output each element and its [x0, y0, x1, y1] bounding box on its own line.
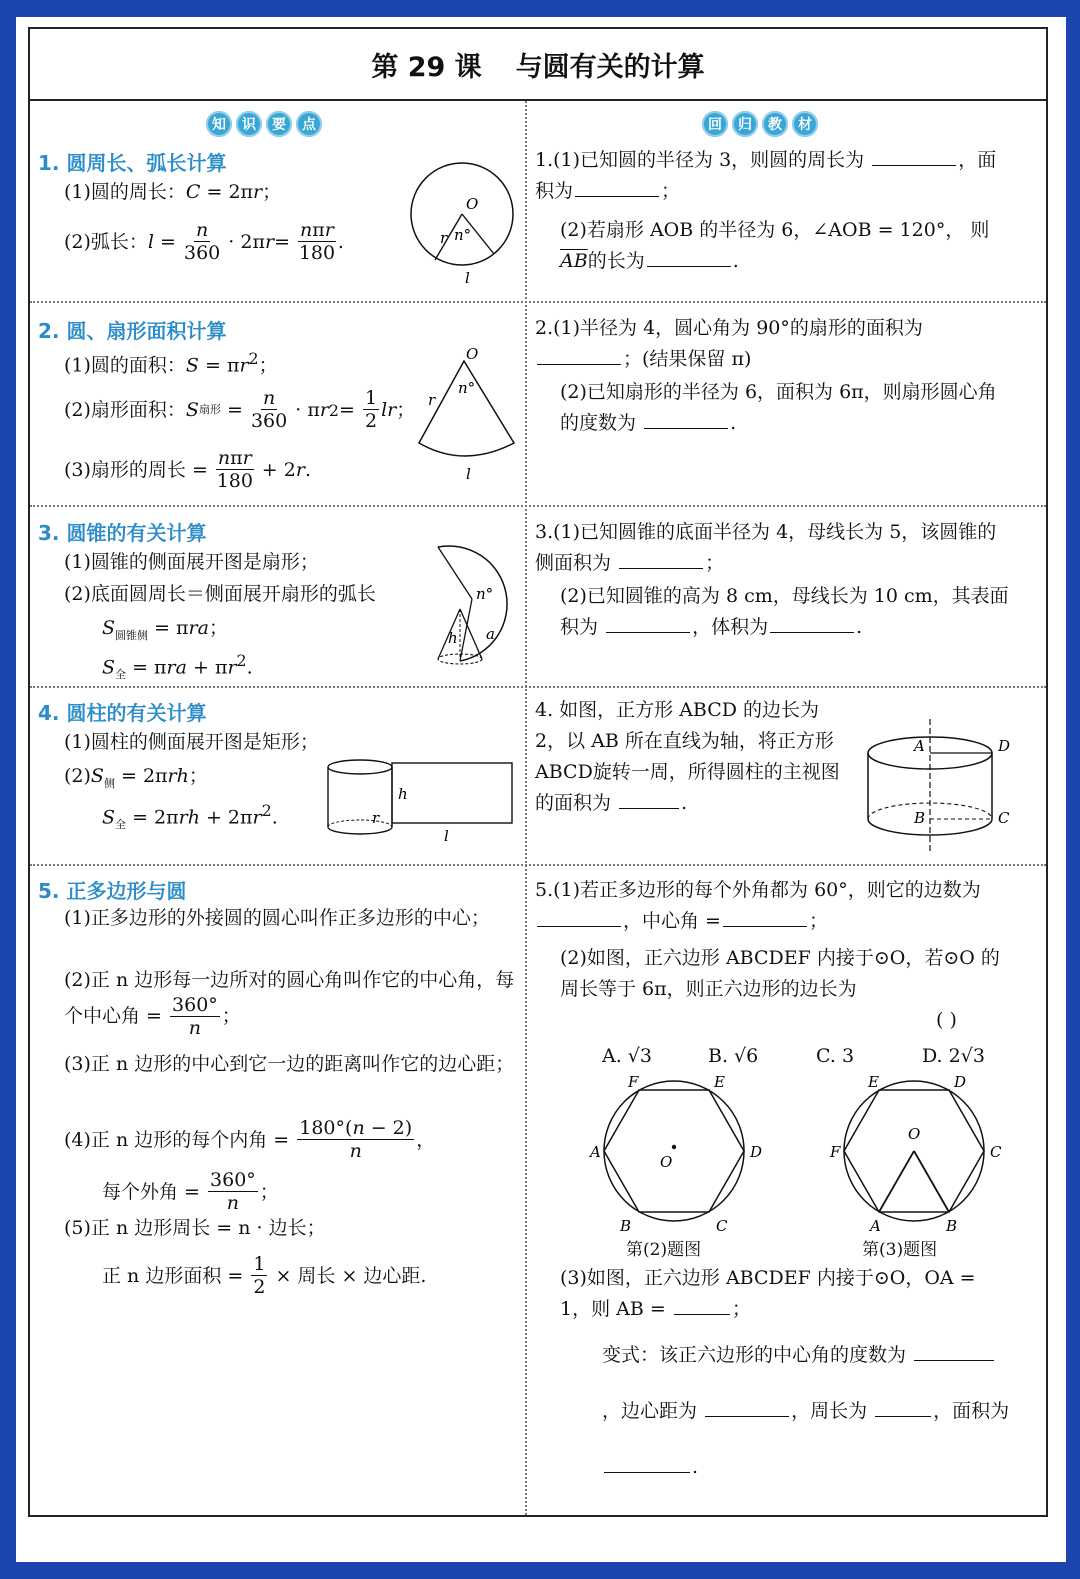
q5-part3-text: (3)如图，正六边形 ABCDEF 内接于⊙O，OA = 1，则 AB =: [560, 1267, 976, 1320]
svg-text:B: B: [620, 1217, 632, 1235]
sector-perimeter-label: (3)扇形的周长 =: [64, 458, 208, 481]
exterior-angle-formula: 每个外角 = $\frac{360^\circ}{n}$ ；: [102, 1169, 279, 1214]
lesson-topic: 与圆有关的计算: [515, 51, 705, 83]
svg-text:O: O: [466, 345, 479, 363]
circumference-label: (1)圆的周长：: [64, 181, 186, 203]
figure-caption-q2: 第(2)题图: [626, 1240, 702, 1260]
q3-part1-text: 3.(1)已知圆锥的底面半径为 4，母线长为 5，该圆锥的侧面积为: [535, 521, 997, 574]
section4-heading: 4. 圆柱的有关计算: [38, 701, 207, 725]
q5-perimeter-blank[interactable]: [875, 1415, 931, 1417]
row-divider-3: [30, 686, 1046, 688]
q5-apothem-label: ，边心距为: [602, 1400, 698, 1422]
worksheet-page: [16, 17, 1066, 1562]
figure-caption-q3: 第(3)题图: [862, 1240, 938, 1260]
q5-central-angle-label: ，中心角 =: [623, 910, 721, 932]
central-angle-text: (2)正 n 边形每一边所对的圆心角叫作它的中心角，每个中心角 = $\frac{360^\circ}{n}$ ；: [64, 969, 515, 1039]
q3-part2-text: (2)已知圆锥的高为 8 cm，母线长为 10 cm，其表面积为: [560, 585, 1009, 638]
q2-part2: (2)已知扇形的半径为 6，面积为 6π，则扇形圆心角的度数为 .: [560, 381, 997, 434]
circle-area-formula: (1)圆的面积：$S = \pi r^2$；: [64, 349, 278, 377]
polygon-center-text: (1)正多边形的外接圆的圆心叫作正多边形的中心；: [64, 907, 490, 929]
sector-perimeter-formula: (3)扇形的周长 = $\frac{\text{nπr}}{180}$ + 2 r .: [64, 447, 311, 492]
badge-char: 知: [206, 111, 232, 137]
q4-question: 4. 如图，正方形 ABCD 的边长为 2，以 AB 所在直线为轴，将正方形ABCD旋转一周，所得圆柱的主视图的面积为: [535, 699, 840, 814]
q5-variant: 变式：该正六边形的中心角的度数为 ，边心距为 ，周长为 ，面积为 .: [602, 1344, 1010, 1478]
svg-text:C: C: [998, 809, 1010, 827]
q5-central-angle-variant-blank[interactable]: [914, 1359, 994, 1361]
knowledge-points-badge: [206, 111, 322, 137]
row-divider-1: [30, 301, 1046, 303]
q5-ab-blank[interactable]: [674, 1313, 730, 1315]
row-divider-4: [30, 864, 1046, 866]
choice-a[interactable]: A. √3: [602, 1045, 652, 1067]
q5-part3: (3)如图，正六边形 ABCDEF 内接于⊙O，OA = 1，则 AB = ；: [560, 1267, 976, 1320]
svg-text:l: l: [444, 827, 449, 845]
svg-text:E: E: [714, 1073, 725, 1091]
exterior-angle-label: 每个外角 =: [102, 1180, 200, 1203]
q2-keep-pi: ；(结果保留 π): [623, 348, 752, 370]
q4-area-blank[interactable]: [619, 807, 679, 809]
svg-text:a: a: [486, 625, 495, 643]
section2-heading: 2. 圆、扇形面积计算: [38, 319, 227, 343]
lesson-number: 第 29 课: [371, 51, 482, 83]
q5-area-label: ，面积为: [933, 1400, 1010, 1422]
cone-total-area-formula: $S_全 = \pi ra + \pi r^2$.: [102, 651, 253, 682]
section5-heading: 5. 正多边形与圆: [38, 879, 187, 903]
page-title: [30, 29, 1046, 101]
badge-char: 要: [266, 111, 292, 137]
q5-part2: (2)如图，正六边形 ABCDEF 内接于⊙O，若⊙O 的周长等于 6π，则正六边形的边长为: [560, 947, 1000, 1000]
choice-d[interactable]: D. 2√3: [922, 1045, 985, 1067]
badge-char: 识: [236, 111, 262, 137]
arc-circle-diagram: [410, 157, 520, 287]
svg-text:l: l: [465, 269, 470, 287]
polygon-area-label: 正 n 边形面积 =: [102, 1264, 244, 1287]
q1-arc-label: 的长为: [587, 250, 645, 272]
q1-circumference-blank[interactable]: [872, 164, 956, 166]
q1-part2: (2)若扇形 AOB 的半径为 6，∠AOB = 120°， 则$\overline{AB}$的长为 .: [560, 219, 990, 272]
q5-central-angle-blank[interactable]: [723, 925, 807, 927]
interior-angle-label: (4)正 n 边形的每个内角 =: [64, 1128, 290, 1151]
q3-volume-blank[interactable]: [770, 631, 854, 633]
svg-text:h: h: [448, 629, 458, 647]
cylinder-unfold-diagram: [328, 759, 518, 849]
polygon-area-formula: 正 n 边形面积 = $\frac{1}{2}$ × 周长 × 边心距.: [102, 1253, 427, 1298]
svg-text:C: C: [716, 1217, 728, 1235]
badge-char: 点: [296, 111, 322, 137]
q5-part1: 5.(1)若正多边形的每个外角都为 60°，则它的边数为 ，中心角 = ；: [535, 879, 981, 932]
column-divider: [525, 101, 527, 1515]
svg-text:F: F: [830, 1143, 841, 1161]
svg-text:A: A: [590, 1143, 601, 1161]
svg-text:O: O: [908, 1125, 921, 1143]
svg-text:B: B: [946, 1217, 958, 1235]
q2-angle-blank[interactable]: [644, 427, 728, 429]
svg-text:A: A: [870, 1217, 881, 1235]
svg-text:D: D: [750, 1143, 763, 1161]
cone-lateral-area-formula: $S_{圆锥侧} = \pi ra$；: [102, 617, 228, 642]
q1-part1-text: 1.(1)已知圆的半径为 3，则圆的周长为: [535, 149, 865, 171]
q5-perimeter-label: ，周长为: [791, 1400, 868, 1422]
apothem-text: (3)正 n 边形的中心到它一边的距离叫作它的边心距；: [64, 1053, 515, 1075]
interior-angle-formula: (4)正 n 边形的每个内角 = $\frac{180^\circ(n - 2)}{n}$ ，: [64, 1117, 436, 1162]
svg-text:F: F: [628, 1073, 639, 1091]
cone-diagram: [420, 539, 520, 669]
q3-part1: 3.(1)已知圆锥的底面半径为 4，母线长为 5，该圆锥的侧面积为 ；: [535, 521, 997, 574]
sector-area-formula: (2)扇形面积： S 扇形 = $\frac{n}{360}$ · π r 2 = $\frac{1}{2}$ lr ；: [64, 387, 416, 432]
svg-text:r: r: [428, 391, 436, 409]
polygon-perimeter-text: (5)正 n 边形周长 = n · 边长；: [64, 1217, 326, 1239]
cylinder-unfold-text: (1)圆柱的侧面展开图是矩形；: [64, 731, 319, 753]
svg-text:O: O: [466, 195, 479, 213]
q3-lateral-area-blank[interactable]: [619, 567, 703, 569]
q5-area-blank[interactable]: [604, 1471, 690, 1473]
svg-text:h: h: [398, 785, 408, 803]
central-angle-label: (2)正 n 边形每一边所对的圆心角叫作它的中心角，每个中心角 =: [64, 969, 515, 1027]
q1-area-label: ，面积为: [535, 149, 997, 202]
svg-text:O: O: [660, 1153, 673, 1171]
svg-text:r: r: [440, 229, 448, 247]
section1-heading: 1. 圆周长、弧长计算: [38, 151, 227, 175]
q5-apothem-blank[interactable]: [705, 1415, 789, 1417]
q3-part2: (2)已知圆锥的高为 8 cm，母线长为 10 cm，其表面积为 ，体积为 .: [560, 585, 1009, 638]
svg-text:r: r: [372, 809, 380, 827]
choice-b[interactable]: B. √6: [708, 1045, 759, 1067]
arc-length-label: (2)弧长：: [64, 230, 148, 253]
badge-char: 材: [792, 111, 818, 137]
q2-part1-text: 2.(1)半径为 4，圆心角为 90°的扇形的面积为: [535, 317, 923, 339]
q2-part2-text: (2)已知扇形的半径为 6，面积为 6π，则扇形圆心角的度数为: [560, 381, 997, 434]
hexagon-diagram-q2: [590, 1075, 770, 1235]
cylinder-total-area-formula: $S_全 = 2\pi rh + 2\pi r^2$.: [102, 801, 278, 832]
worksheet-frame: [28, 27, 1048, 1517]
q5-variant-text: 变式：该正六边形的中心角的度数为: [602, 1344, 907, 1366]
arc-length-formula: (2)弧长： l = $\frac{n}{360}$ · 2π r = $\frac{\text{nπr}}{180}$ .: [64, 219, 344, 264]
q3-surface-area-blank[interactable]: [606, 631, 690, 633]
cylinder-rotation-diagram: [860, 719, 1020, 854]
q5-part1-text: 5.(1)若正多边形的每个外角都为 60°，则它的边数为: [535, 879, 981, 901]
circumference-formula: (1)圆的周长：C = 2πr；: [64, 181, 282, 203]
return-to-textbook-badge: [702, 111, 818, 137]
cone-unfold-text: (1)圆锥的侧面展开图是扇形；: [64, 551, 319, 573]
hexagon-diagram-q3: [830, 1075, 1010, 1235]
svg-text:D: D: [954, 1073, 967, 1091]
sector-area-label: (2)扇形面积：: [64, 398, 186, 421]
q2-sector-area-blank[interactable]: [537, 363, 621, 365]
svg-text:l: l: [466, 465, 471, 483]
svg-text:C: C: [990, 1143, 1002, 1161]
q1-arc-blank[interactable]: [647, 265, 731, 267]
svg-text:n°: n°: [458, 379, 476, 397]
cone-arc-text: (2)底面圆周长＝侧面展开扇形的弧长: [64, 583, 376, 605]
badge-char: 归: [732, 111, 758, 137]
badge-char: 回: [702, 111, 728, 137]
q4-text: 4. 如图，正方形 ABCD 的边长为 2，以 AB 所在直线为轴，将正方形ABCD旋转一周，所得圆柱的主视图的面积为 .: [535, 699, 840, 814]
q1-area-blank[interactable]: [575, 195, 659, 197]
choice-c[interactable]: C. 3: [816, 1045, 855, 1067]
svg-text:D: D: [998, 737, 1011, 755]
svg-text:n°: n°: [454, 226, 472, 244]
q1-part2-text: (2)若扇形 AOB 的半径为 6，∠AOB = 120°，: [560, 219, 965, 241]
badge-char: 教: [762, 111, 788, 137]
svg-text:A: A: [914, 737, 925, 755]
svg-text:E: E: [868, 1073, 879, 1091]
q1-part1: 1.(1)已知圆的半径为 3，则圆的周长为 ，面积为 ；: [535, 149, 997, 202]
q3-volume-label: ，体积为: [692, 616, 769, 638]
section3-heading: 3. 圆锥的有关计算: [38, 521, 207, 545]
q5-answer-paren[interactable]: ( ): [936, 1009, 957, 1031]
svg-text:n°: n°: [476, 585, 494, 603]
q5-sides-blank[interactable]: [537, 925, 621, 927]
cylinder-lateral-area-formula: $(2)S_侧 = 2\pi rh$；: [64, 765, 208, 790]
sector-diagram: [414, 345, 524, 483]
row-divider-2: [30, 505, 1046, 507]
q2-part1: [535, 313, 1013, 375]
svg-text:B: B: [914, 809, 926, 827]
circle-area-label: (1)圆的面积：: [64, 354, 186, 377]
